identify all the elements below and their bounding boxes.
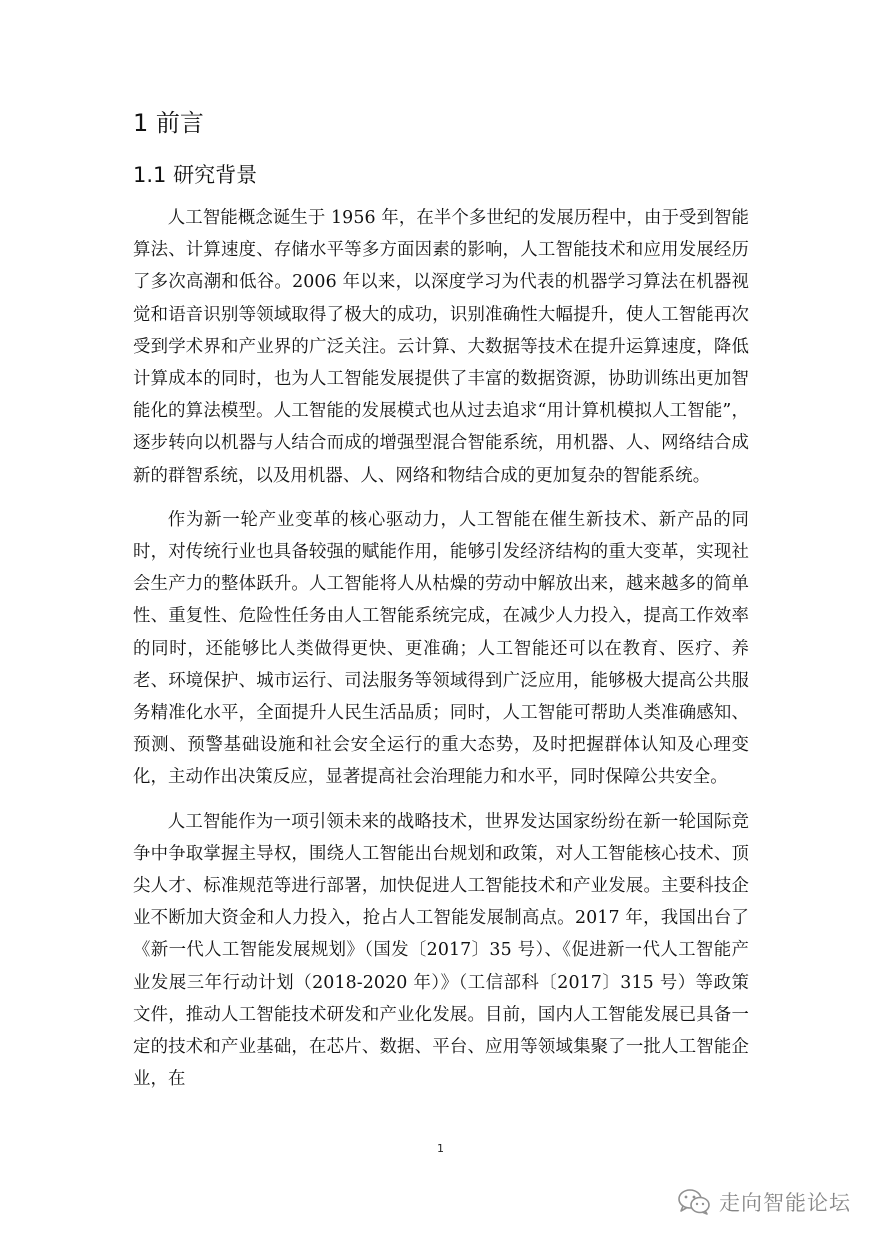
paragraph: 人工智能概念诞生于 1956 年，在半个多世纪的发展历程中，由于受到智能算法、计算速度、存储水平等多方面因素的影响，人工智能技术和应用发展经历了多次高潮和低谷。2006 年以来，以深度学习为代表的机器学习算法在机器视觉和语音识别等领域取得了极大的成功，识别准确性大幅提升，使人工智能再次受到学术界和产业界的广泛关注。云计算、大数据等技术在提升运算速度，降低计算成本的同时，也为人工智能发展提供了丰富的数据资源，协助训练出更加智能化的算法模型。人工智能的发展模式也从过去追求“用计算机模拟人工智能”，逐步转向以机器与人结合而成的增强型混合智能系统，用机器、人、网络结合成新的群智系统，以及用机器、人、网络和物结合成的更加复杂的智能系统。 <box>133 208 749 486</box>
body-text <box>133 202 749 1107</box>
wechat-icon <box>677 1188 711 1216</box>
page-number: 1 <box>437 1142 444 1155</box>
paragraph: 人工智能作为一项引领未来的战略技术，世界发达国家纷纷在新一轮国际竞争中争取掌握主导权，围绕人工智能出台规划和政策，对人工智能核心技术、顶尖人才、标准规范等进行部署，加快促进人工智能技术和产业发展。主要科技企业不断加大资金和人力投入，抢占人工智能发展制高点。2017 年，我国出台了《新一代人工智能发展规划》（国发〔2017〕35 号）、《促进新一代人工智能产业发展三年行动计划（2018-2020 年）》（工信部科〔2017〕315 号）等政策文件，推动人工智能技术研发和产业化发展。目前，国内人工智能发展已具备一定的技术和产业基础，在芯片、数据、平台、应用等领域集聚了一批人工智能企业，在 <box>133 811 749 1090</box>
paragraph: 作为新一轮产业变革的核心驱动力，人工智能在催生新技术、新产品的同时，对传统行业也具备较强的赋能作用，能够引发经济结构的重大变革，实现社会生产力的整体跃升。人工智能将人从枯燥的劳动中解放出来，越来越多的简单性、重复性、危险性任务由人工智能系统完成，在减少人力投入，提高工作效率的同时，还能够比人类做得更快、更准确；人工智能还可以在教育、医疗、养老、环境保护、城市运行、司法服务等领域得到广泛应用，能够极大提高公共服务精准化水平，全面提升人民生活品质；同时，人工智能可帮助人类准确感知、预测、预警基础设施和社会安全运行的重大态势，及时把握群体认知及心理变化，主动作出决策反应，显著提高社会治理能力和水平，同时保障公共安全。 <box>133 509 749 788</box>
watermark <box>677 1187 851 1217</box>
watermark-text: 走向智能论坛 <box>719 1191 851 1215</box>
section-heading: 1.1 研究背景 <box>133 163 258 187</box>
chapter-heading: 1 前言 <box>133 109 204 137</box>
